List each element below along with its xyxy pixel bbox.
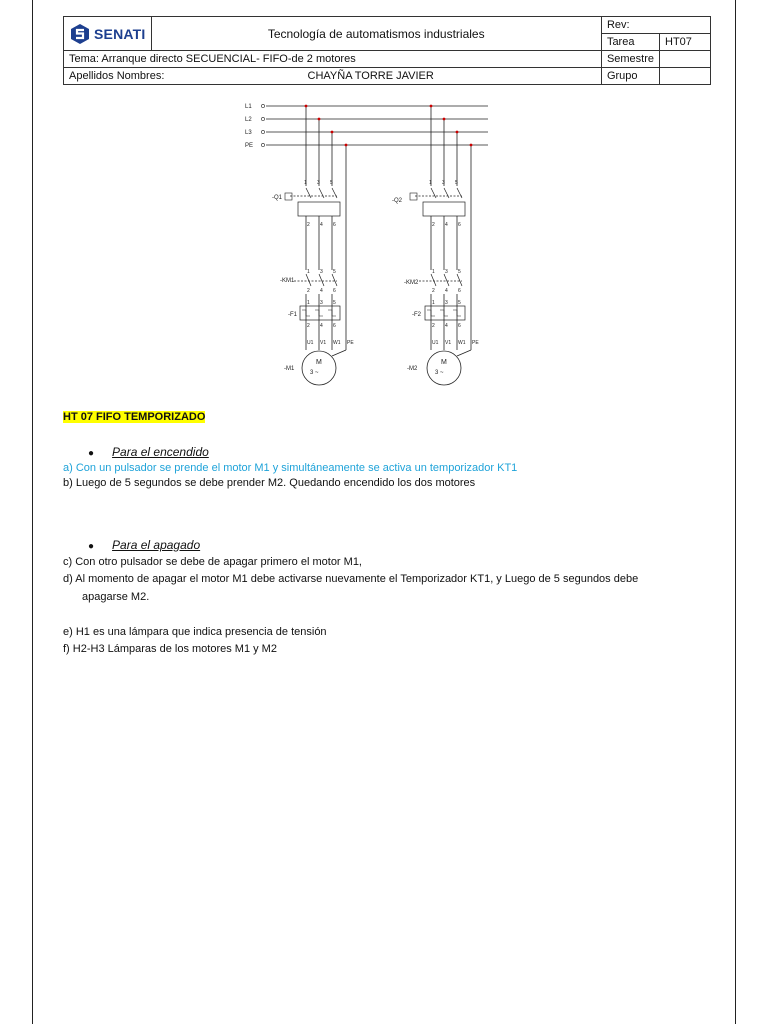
svg-text:3: 3	[445, 269, 448, 275]
grupo-label: Grupo	[601, 68, 659, 85]
svg-text:3: 3	[317, 180, 320, 186]
item-e: e) H1 es una lámpara que indica presencia de tensión	[63, 626, 327, 638]
svg-text:5: 5	[458, 300, 461, 306]
apellidos-value: CHAYÑA TORRE JAVIER	[307, 70, 434, 82]
svg-text:6: 6	[333, 222, 336, 228]
svg-text:3: 3	[320, 300, 323, 306]
svg-text:W1: W1	[458, 340, 466, 346]
doc-title: Tecnología de automatismos industriales	[151, 17, 601, 51]
svg-text:4: 4	[445, 288, 448, 294]
svg-text:5: 5	[330, 180, 333, 186]
line-label-l3: L3	[245, 130, 252, 136]
svg-text:2: 2	[432, 222, 435, 228]
encendido-bullet	[88, 445, 209, 459]
rev-label: Rev:	[601, 17, 710, 34]
motor-symbol-m1: M	[316, 359, 322, 366]
svg-text:3: 3	[442, 180, 445, 186]
motor-branch-m2	[392, 105, 479, 385]
svg-text:5: 5	[458, 269, 461, 275]
svg-text:3: 3	[320, 269, 323, 275]
bullet-dot: ●	[88, 448, 95, 459]
senati-logo-icon	[69, 23, 91, 45]
svg-text:U1: U1	[432, 340, 439, 346]
svg-text:4: 4	[445, 222, 448, 228]
power-circuit-diagram	[236, 98, 516, 398]
motor-phase-m2: 3 ~	[435, 370, 444, 376]
item-c: c) Con otro pulsador se debe de apagar primero el motor M1,	[63, 556, 362, 568]
motor-phase-m1: 3 ~	[310, 370, 319, 376]
bullet-dot: ●	[88, 541, 95, 552]
svg-text:6: 6	[333, 323, 336, 329]
svg-text:PE: PE	[472, 340, 479, 346]
supply-line-labels	[245, 104, 253, 149]
svg-text:4: 4	[320, 288, 323, 294]
relay-label-f2: -F2	[412, 312, 421, 318]
logo-text: SENATI	[94, 25, 146, 42]
svg-text:2: 2	[307, 288, 310, 294]
tarea-label: Tarea	[601, 34, 659, 51]
contactor-label-km2: -KM2	[404, 280, 419, 286]
section-heading-text: HT 07 FIFO TEMPORIZADO	[63, 411, 206, 423]
item-d-line2: apagarse M2.	[82, 591, 150, 603]
grupo-value	[660, 68, 711, 85]
apagado-title: Para el apagado	[112, 538, 201, 552]
svg-text:V1: V1	[320, 340, 327, 346]
supply-lines	[266, 106, 488, 145]
motor-branch-m1	[272, 105, 354, 385]
svg-text:6: 6	[333, 288, 336, 294]
line-label-pe: PE	[245, 143, 254, 149]
header-table	[63, 16, 711, 85]
item-a: a) Con un pulsador se prende el motor M1 y simultáneamente se activa un temporizador KT1	[63, 462, 518, 474]
svg-text:4: 4	[320, 323, 323, 329]
svg-text:V1: V1	[445, 340, 452, 346]
relay-label-f1: -F1	[288, 312, 297, 318]
semestre-value	[660, 51, 711, 68]
svg-text:4: 4	[445, 323, 448, 329]
svg-text:U1: U1	[307, 340, 314, 346]
breaker-label-q1: -Q1	[272, 195, 283, 201]
breaker-label-q2: -Q2	[392, 198, 403, 204]
encendido-title: Para el encendido	[112, 445, 209, 459]
tarea-value: HT07	[660, 34, 711, 51]
svg-text:W1: W1	[333, 340, 341, 346]
section-heading	[63, 411, 205, 423]
item-d-line1: d) Al momento de apagar el motor M1 debe activarse nuevamente el Temporizador KT1, y Luego de 5 segundos debe	[63, 573, 639, 585]
svg-text:1: 1	[307, 269, 310, 275]
svg-text:5: 5	[333, 269, 336, 275]
svg-text:1: 1	[304, 180, 307, 186]
svg-text:3: 3	[445, 300, 448, 306]
apagado-bullet	[88, 538, 200, 552]
svg-text:2: 2	[307, 222, 310, 228]
svg-text:4: 4	[320, 222, 323, 228]
tema-field: Tema: Arranque directo SECUENCIAL- FIFO-de 2 motores	[64, 51, 602, 68]
motor-label-m2: -M2	[407, 366, 418, 372]
svg-text:6: 6	[458, 288, 461, 294]
svg-text:1: 1	[432, 269, 435, 275]
svg-text:2: 2	[307, 323, 310, 329]
svg-text:PE: PE	[347, 340, 354, 346]
senati-logo	[69, 23, 146, 45]
item-b: b) Luego de 5 segundos se debe prender M2. Quedando encendido los dos motores	[63, 477, 476, 489]
motor-symbol-m2: M	[441, 359, 447, 366]
contactor-label-km1: -KM1	[280, 278, 295, 284]
svg-text:5: 5	[333, 300, 336, 306]
item-f: f) H2-H3 Lámparas de los motores M1 y M2	[63, 643, 277, 655]
svg-text:1: 1	[307, 300, 310, 306]
svg-text:6: 6	[458, 323, 461, 329]
logo-cell	[64, 17, 152, 51]
apellidos-label: Apellidos Nombres:	[69, 70, 165, 82]
svg-text:2: 2	[432, 323, 435, 329]
svg-text:2: 2	[432, 288, 435, 294]
svg-text:6: 6	[458, 222, 461, 228]
line-label-l2: L2	[245, 117, 252, 123]
svg-text:5: 5	[455, 180, 458, 186]
svg-text:1: 1	[432, 300, 435, 306]
line-label-l1: L1	[245, 104, 252, 110]
svg-text:1: 1	[429, 180, 432, 186]
motor-label-m1: -M1	[284, 366, 295, 372]
apellidos-row	[64, 68, 602, 85]
supply-terminals	[261, 104, 264, 146]
semestre-label: Semestre	[601, 51, 659, 68]
